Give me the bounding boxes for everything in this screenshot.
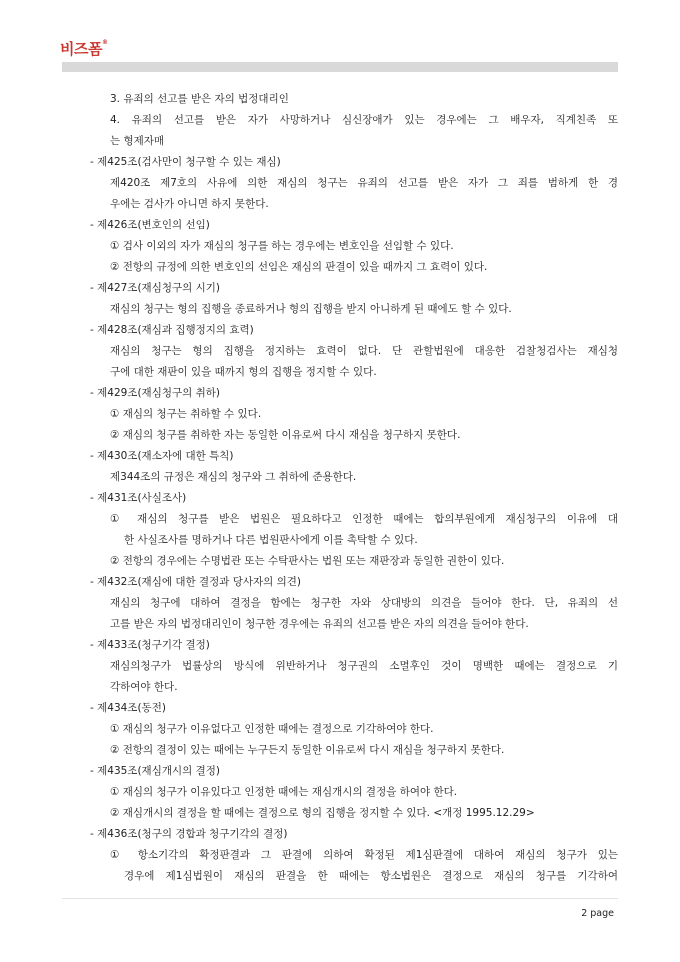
text-line: 고를 받은 자의 법정대리인이 청구한 경우에는 유죄의 선고를 받은 자의 의견을 들어야 한다. xyxy=(110,618,529,630)
text-line: 구에 대한 재판이 있을 때까지 형의 집행을 정지할 수 있다. xyxy=(110,366,377,378)
text-line: ① 항소기각의 확정판결과 그 판결에 의하여 확정된 제1심판결에 대하여 재심의 청구가 있는 xyxy=(110,849,618,861)
text-line: 경우에 제1심법원이 재심의 판결을 한 때에는 항소법원은 결정으로 재심의 청구를 기각하여 xyxy=(124,870,618,882)
text-line: ② 재심의 청구를 취하한 자는 동일한 이유로써 다시 재심을 청구하지 못한다. xyxy=(110,429,461,441)
logo-text: 비즈폼 xyxy=(60,40,102,58)
text-line: ① 검사 이외의 자가 재심의 청구를 하는 경우에는 변호인을 선임할 수 있다. xyxy=(110,240,454,252)
text-line: ① 재심의 청구는 취하할 수 있다. xyxy=(110,408,262,420)
footer-divider xyxy=(62,898,618,899)
article-heading: - 제436조(청구의 경합과 청구기각의 결정) xyxy=(90,828,288,840)
article-heading: - 제426조(변호인의 선임) xyxy=(90,219,210,231)
page-number: 2 page xyxy=(581,908,614,919)
article-heading: - 제430조(재소자에 대한 특칙) xyxy=(90,450,234,462)
text-line: 재심의 청구는 형의 집행을 종료하거나 형의 집행을 받지 아니하게 된 때에도 할 수 있다. xyxy=(110,303,512,315)
text-line: ② 전항의 결정이 있는 때에는 누구든지 동일한 이유로써 다시 재심을 청구하지 못한다. xyxy=(110,744,505,756)
text-line: 한 사실조사를 명하거나 다른 법원판사에게 이를 촉탁할 수 있다. xyxy=(124,534,418,546)
text-line: ② 재심개시의 결정을 할 때에는 결정으로 형의 집행을 정지할 수 있다. <개정 1995.12.29> xyxy=(110,807,535,819)
text-line: 는 형제자매 xyxy=(110,135,165,147)
header-bar xyxy=(62,62,618,72)
text-line: 우에는 검사가 아니면 하지 못한다. xyxy=(110,198,269,210)
article-heading: - 제429조(재심청구의 취하) xyxy=(90,387,220,399)
text-line: 재심의 청구에 대하여 결정을 함에는 청구한 자와 상대방의 의견을 들어야 한다. 단, 유죄의 선 xyxy=(110,597,618,609)
text-line: ① 재심의 청구가 이유없다고 인정한 때에는 결정으로 기각하여야 한다. xyxy=(110,723,434,735)
text-line: ② 전항의 경우에는 수명법관 또는 수탁판사는 법원 또는 재판장과 동일한 권한이 있다. xyxy=(110,555,505,567)
text-line: ② 전항의 규정에 의한 변호인의 선임은 재심의 판결이 있을 때까지 그 효력이 있다. xyxy=(110,261,488,273)
text-line: ① 재심의 청구를 받은 법원은 필요하다고 인정한 때에는 합의부원에게 재심청구의 이유에 대 xyxy=(110,513,618,525)
text-line: ① 재심의 청구가 이유있다고 인정한 때에는 재심개시의 결정을 하여야 한다. xyxy=(110,786,458,798)
text-line: 재심의청구가 법률상의 방식에 위반하거나 청구권의 소멸후인 것이 명백한 때에는 결정으로 기 xyxy=(110,660,618,672)
registered-mark: ® xyxy=(101,39,108,46)
document-body xyxy=(62,89,618,887)
text-line: 3. 유죄의 선고를 받은 자의 법정대리인 xyxy=(110,93,289,105)
article-heading: - 제425조(검사만이 청구할 수 있는 재심) xyxy=(90,156,281,168)
article-heading: - 제427조(재심청구의 시기) xyxy=(90,282,220,294)
article-heading: - 제432조(재심에 대한 결정과 당사자의 의견) xyxy=(90,576,301,588)
article-heading: - 제435조(재심개시의 결정) xyxy=(90,765,220,777)
text-line: 4. 유죄의 선고를 받은 자가 사망하거나 심신장애가 있는 경우에는 그 배우자, 직계친족 또 xyxy=(110,114,618,126)
article-heading: - 제434조(동전) xyxy=(90,702,166,714)
text-line: 제344조의 규정은 재심의 청구와 그 취하에 준용한다. xyxy=(110,471,357,483)
article-heading: - 제431조(사실조사) xyxy=(90,492,187,504)
text-line: 제420조 제7호의 사유에 의한 재심의 청구는 유죄의 선고를 받은 자가 그 죄를 범하게 한 경 xyxy=(110,177,618,189)
article-heading: - 제428조(재심과 집행정지의 효력) xyxy=(90,324,254,336)
article-heading: - 제433조(청구기각 결정) xyxy=(90,639,210,651)
text-line: 재심의 청구는 형의 집행을 정지하는 효력이 없다. 단 관할법원에 대응한 검찰청검사는 재심청 xyxy=(110,345,618,357)
bizform-logo xyxy=(60,38,107,59)
text-line: 각하여야 한다. xyxy=(110,681,178,693)
